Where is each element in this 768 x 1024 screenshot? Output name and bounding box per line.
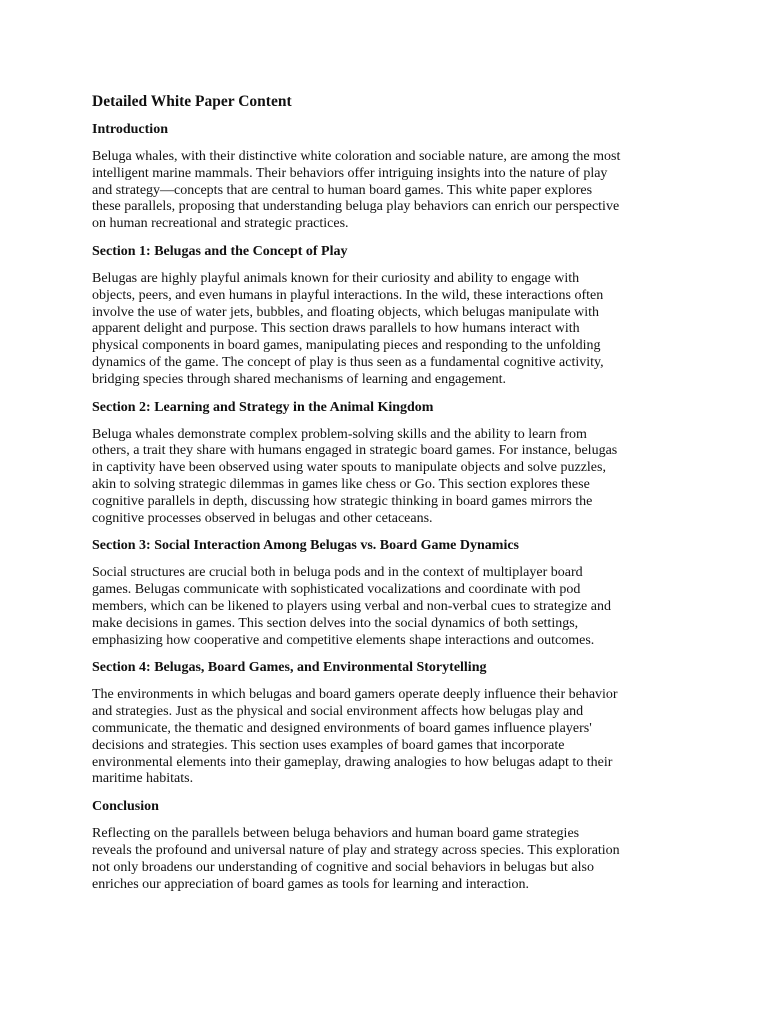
section-heading-2: Section 2: Learning and Strategy in the Animal Kingdom <box>92 399 434 415</box>
section-heading-introduction: Introduction <box>92 122 168 137</box>
section-paragraph-conclusion: Reflecting on the parallels between beluga behaviors and human board game strategies reveals the profound and universal nature of play and strategy across species. This exploration not only broadens our understanding of cognitive and social behaviors in belugas but also enriches our appreciation of board games as tools for learning and interaction. <box>92 826 620 892</box>
section-heading-3: Section 3: Social Interaction Among Belugas vs. Board Game Dynamics <box>92 538 519 554</box>
document-page <box>92 92 682 903</box>
section-paragraph-introduction: Beluga whales, with their distinctive white coloration and sociable nature, are among the most intelligent marine mammals. Their behaviors offer intriguing insights into the nature of play and strategy—concepts that are central to human board games. This white paper explores these parallels, proposing that understanding beluga play behaviors can enrich our perspective on human recreational and strategic practices. <box>92 149 621 232</box>
section-paragraph-1: Belugas are highly playful animals known for their curiosity and ability to engage with objects, peers, and even humans in playful interactions. In the wild, these interactions often involve the use of water jets, bubbles, and floating objects, which belugas manipulate with apparent delight and purpose. This section draws parallels to how humans interact with physical components in board games, manipulating pieces and responding to the unfolding dynamics of the game. The concept of play is thus seen as a fundamental cognitive activity, bridging species through shared mechanisms of learning and engagement. <box>92 270 604 387</box>
document-title: Detailed White Paper Content <box>92 93 292 110</box>
section-paragraph-3: Social structures are crucial both in beluga pods and in the context of multiplayer board games. Belugas communicate with sophisticated vocalizations and coordinate with pod members, which can be likened to players using verbal and non-verbal cues to strategize and make decisions in games. This section delves into the social dynamics of both settings, emphasizing how cooperative and competitive elements shape interactions and outcomes. <box>92 565 611 648</box>
section-heading-4: Section 4: Belugas, Board Games, and Environmental Storytelling <box>92 660 487 676</box>
section-heading-1: Section 1: Belugas and the Concept of Play <box>92 243 348 259</box>
section-paragraph-4: The environments in which belugas and board gamers operate deeply influence their behavior and strategies. Just as the physical and social environment affects how belugas play and communicate, the thematic and designed environments of board games influence players' decisions and strategies. This section uses examples of board games that incorporate environmental elements into their gameplay, drawing analogies to how belugas adapt to their maritime habitats. <box>92 687 618 787</box>
section-paragraph-2: Beluga whales demonstrate complex problem-solving skills and the ability to learn from others, a trait they share with humans engaged in strategic board games. For instance, belugas in captivity have been observed using water spouts to manipulate objects and solve puzzles, akin to solving strategic dilemmas in games like chess or Go. This section explores these cognitive parallels in depth, discussing how strategic thinking in board games mirrors the cognitive processes observed in belugas and other cetaceans. <box>92 426 618 526</box>
section-heading-conclusion: Conclusion <box>92 799 159 815</box>
